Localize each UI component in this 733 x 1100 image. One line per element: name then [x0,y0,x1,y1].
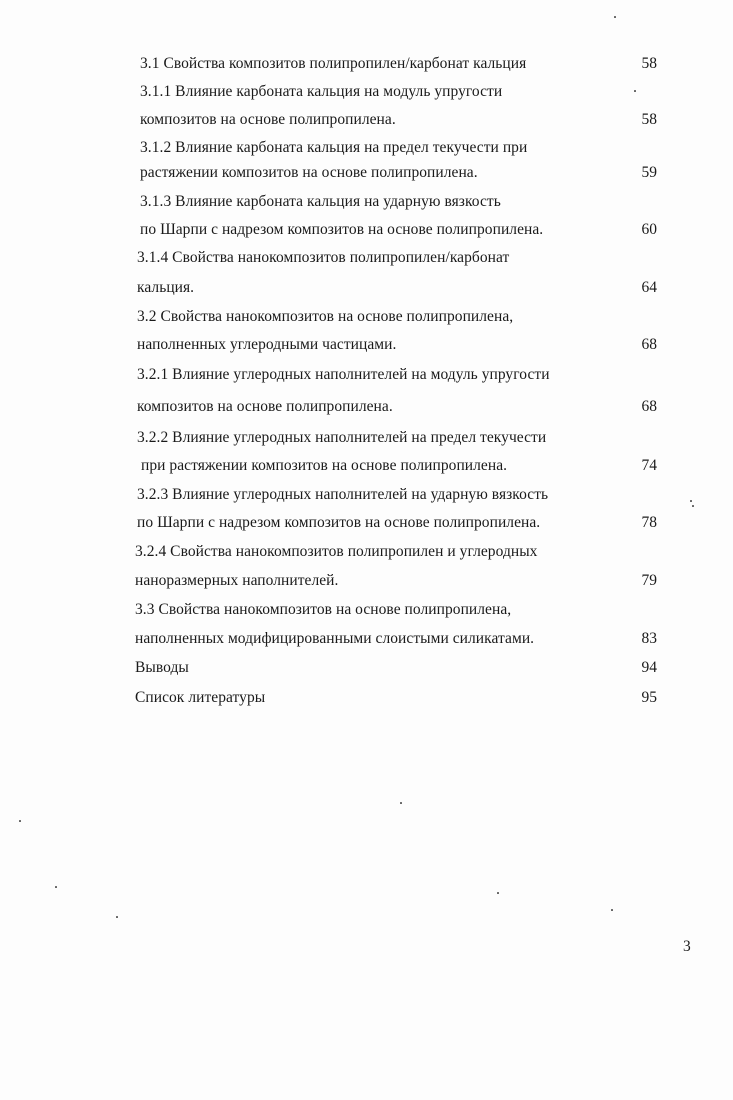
toc-entry-title-cont: наполненных модифицированными слоистыми силикатами. [135,630,535,647]
toc-entry-page: 74 [641,457,657,474]
scan-speck [400,802,402,804]
toc-entry-title: 3.2.1 Влияние углеродных наполнителей на модуль упругости [137,366,550,383]
toc-entry-title: 3.1.2 Влияние карбоната кальция на предел текучести при [140,139,528,156]
toc-entry-page: 94 [641,659,657,676]
toc-entry-page: 95 [641,689,657,706]
toc-entry-page: 58 [641,55,657,72]
toc-entry-title: 3.1.1 Влияние карбоната кальция на модуль упругости [140,83,503,100]
toc-entry-page: 60 [641,221,657,238]
scan-speck [634,90,636,92]
toc-entry-title-cont: по Шарпи с надрезом композитов на основе полипропилена. [140,221,544,238]
toc-entry-title: Список литературы [135,689,266,706]
toc-entry-title-cont: по Шарпи с надрезом композитов на основе полипропилена. [137,514,541,531]
scan-speck [116,916,118,918]
toc-entry-title: 3.3 Свойства нанокомпозитов на основе полипропилена, [135,601,512,618]
toc-entry-page: 59 [641,164,657,181]
scan-speck [19,820,21,822]
toc-entry-title: 3.1.3 Влияние карбоната кальция на ударную вязкость [140,193,501,210]
toc-entry-title-cont: растяжении композитов на основе полипропилена. [140,164,478,181]
page-number: 3 [683,938,691,955]
scan-speck [497,892,499,894]
toc-entry-title: 3.1 Свойства композитов полипропилен/карбонат кальция [140,55,527,72]
toc-entry-title: 3.2.4 Свойства нанокомпозитов полипропилен и углеродных [135,543,538,560]
scan-speck [692,505,694,507]
toc-entry-page: 64 [641,279,657,296]
toc-entry-title-cont: композитов на основе полипропилена. [140,111,396,128]
toc-entry-title-cont: кальция. [137,279,195,296]
toc-entry-page: 68 [641,398,657,415]
toc-entry-page: 58 [641,111,657,128]
toc-entry-title-cont: при растяжении композитов на основе полипропилена. [141,457,508,474]
toc-entry-title: 3.2.3 Влияние углеродных наполнителей на ударную вязкость [137,486,549,503]
scan-speck [611,909,613,911]
toc-entry-page: 79 [641,572,657,589]
toc-entry-title: 3.2.2 Влияние углеродных наполнителей на предел текучести [137,429,547,446]
toc-entry-page: 83 [641,630,657,647]
toc-entry-page: 68 [641,336,657,353]
scan-speck [614,16,616,18]
toc-entry-title-cont: наноразмерных наполнителей. [135,572,339,589]
scan-speck [690,500,692,502]
toc-entry-title: 3.1.4 Свойства нанокомпозитов полипропилен/карбонат [137,249,510,266]
toc-entry-title-cont: композитов на основе полипропилена. [137,398,393,415]
toc-entry-page: 78 [641,514,657,531]
toc-entry-title: 3.2 Свойства нанокомпозитов на основе полипропилена, [137,308,514,325]
toc-entry-title-cont: наполненных углеродными частицами. [137,336,397,353]
toc-entry-title: Выводы [135,659,189,676]
scan-speck [55,886,57,888]
